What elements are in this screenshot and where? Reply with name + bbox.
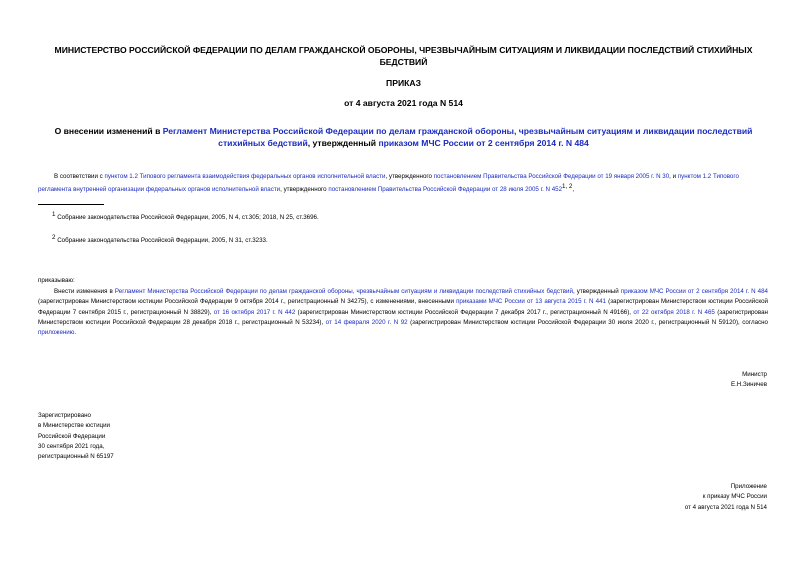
- preamble-text: , утвержденного: [385, 173, 432, 180]
- order-link-order-92[interactable]: от 14 февраля 2020 г. N 92: [325, 318, 408, 326]
- preamble-link-resolution-452[interactable]: постановлением Правительства Российской Федерации от 28 июля 2005 г. N 452: [328, 186, 563, 194]
- order-verb: приказываю:: [38, 277, 75, 284]
- title-link-regulation[interactable]: Регламент Министерства Российской Федерации по делам гражданской обороны, чрезвычайным ситуациям и ликвидации последствий стихийных бедствий: [162, 126, 753, 148]
- order-text: (зарегистрирован Министерством юстиции Российской Федерации 28 декабря 2018 г., регистрационный N 53234),: [38, 308, 768, 326]
- document-title: [40, 125, 767, 149]
- order-paragraph: [38, 287, 768, 338]
- registration-line: 30 сентября 2021 года,: [38, 442, 105, 450]
- preamble-text: , и: [669, 173, 677, 180]
- order-link-order-442[interactable]: от 16 октября 2017 г. N 442: [213, 308, 296, 316]
- order-link-appendix[interactable]: приложению: [38, 329, 75, 337]
- order-text: .: [74, 329, 77, 337]
- footnote-mark: 2: [52, 234, 56, 241]
- signature-name: Е.Н.Зиничев: [730, 381, 767, 389]
- registration-line: Российской Федерации: [38, 432, 106, 440]
- title-middle: , утвержденный: [307, 138, 377, 148]
- order-link-order-484[interactable]: приказом МЧС России от 2 сентября 2014 г. N 484: [620, 288, 768, 295]
- order-link-regulation[interactable]: Регламент Министерства Российской Федерации по делам гражданской обороны, чрезвычайным ситуациям и ликвидации последствий стихийных бедствий: [114, 288, 573, 295]
- preamble-link-regulation-internal[interactable]: пунктом 1.2 Типового регламента внутренней организации федеральных органов исполнительной власти: [38, 173, 739, 194]
- footnote-mark: 1: [52, 211, 56, 218]
- registration-line: Зарегистрировано: [38, 412, 91, 419]
- order-text: (зарегистрирован Министерством юстиции Российской Федерации 7 декабря 2017 г., регистрационный N 49166),: [297, 308, 631, 316]
- appendix-block: [685, 482, 767, 513]
- title-link-order[interactable]: приказом МЧС России от 2 сентября 2014 г. N 484: [378, 138, 589, 148]
- preamble-link-resolution-30[interactable]: постановлением Правительства Российской Федерации от 19 января 2005 г. N 30: [433, 173, 670, 180]
- preamble-text: ,: [572, 186, 575, 194]
- footnote-1: [52, 210, 752, 223]
- signature-role: Министр: [742, 371, 767, 378]
- preamble-link-regulation-interaction[interactable]: пунктом 1.2 Типового регламента взаимодействия федеральных органов исполнительной власти: [104, 173, 386, 180]
- appendix-line: Приложение: [730, 483, 767, 490]
- appendix-line: к приказу МЧС России: [702, 493, 767, 501]
- footnote-2: [52, 233, 752, 246]
- appendix-line: от 4 августа 2021 года N 514: [684, 503, 767, 511]
- order-text: (зарегистрирован Министерством юстиции Российской Федерации 9 октября 2014 г., регистрационный N 34275), с изменениями, внесенными: [38, 298, 454, 306]
- registration-block: [38, 411, 114, 462]
- doc-type: ПРИКАЗ: [386, 78, 421, 88]
- footnote-separator: [38, 204, 104, 205]
- footnote-text: Собрание законодательства Российской Федерации, 2005, N 4, ст.305; 2018, N 25, ст.3696.: [57, 214, 319, 222]
- footnote-text: Собрание законодательства Российской Федерации, 2005, N 31, ст.3233.: [57, 237, 268, 245]
- ministry-heading: МИНИСТЕРСТВО РОССИЙСКОЙ ФЕДЕРАЦИИ ПО ДЕЛАМ ГРАЖДАНСКОЙ ОБОРОНЫ, ЧРЕЗВЫЧАЙНЫМ СИТУАЦИЯМ И ЛИКВИДАЦИИ ПОСЛЕДСТВИЙ СТИХИЙНЫХ БЕДСТВИЙ: [54, 45, 753, 67]
- order-text: (зарегистрирован Министерством юстиции Российской Федерации 30 июля 2020 г., регистрационный N 59120), согласно: [410, 318, 768, 326]
- preamble-text: В соответствии с: [54, 173, 103, 180]
- order-text: (зарегистрирован Министерством юстиции Российской Федерации 7 сентября 2015 г., регистрационный N 38829),: [38, 298, 768, 316]
- title-prefix: О внесении изменений в: [54, 126, 161, 136]
- order-link-order-441[interactable]: приказами МЧС России от 13 августа 2015 г. N 441: [456, 298, 606, 306]
- order-text: , утвержденный: [572, 288, 619, 295]
- preamble-text: , утвержденного: [280, 186, 327, 194]
- footnote-reference[interactable]: 1, 2: [562, 183, 573, 191]
- preamble-paragraph: [38, 172, 768, 196]
- order-text: Внести изменения в: [54, 288, 113, 295]
- order-link-order-465[interactable]: от 22 октября 2018 г. N 465: [633, 308, 715, 316]
- registration-line: регистрационный N 65197: [38, 453, 114, 461]
- doc-date-number: от 4 августа 2021 года N 514: [344, 98, 463, 108]
- signature-block: [731, 370, 767, 391]
- registration-line: в Министерстве юстиции: [38, 422, 111, 430]
